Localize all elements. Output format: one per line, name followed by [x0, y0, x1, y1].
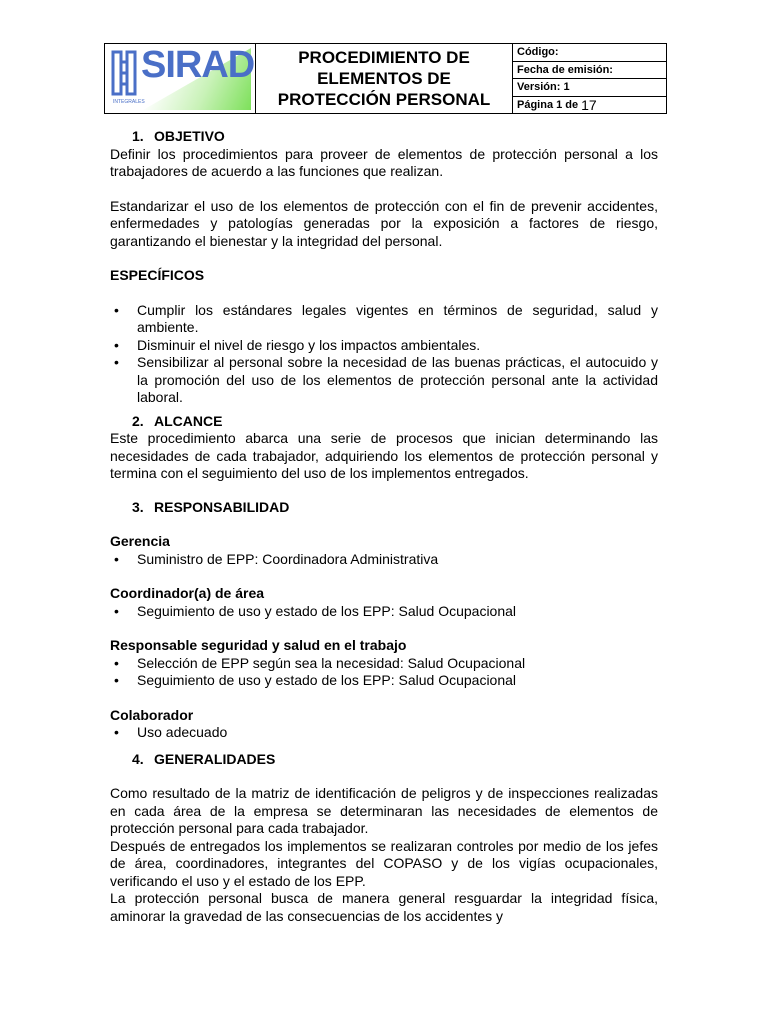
logo-text: SIRAD	[141, 44, 255, 86]
list-item: • Seguimiento de uso y estado de los EPP: Salud Ocupacional	[110, 672, 658, 690]
company-logo	[105, 44, 256, 113]
colaborador-list	[110, 724, 658, 742]
list-item: • Selección de EPP según sea la necesidad: Salud Ocupacional	[110, 655, 658, 673]
paragraph: Después de entregados los implementos se realizaran controles por medio de los jefes de área, coordinadores, integrantes del COPASO y de los vigías ocupacionales, verificando el uso y el estado de los EPP.	[110, 837, 658, 889]
section-heading-objetivo: 1. OBJETIVO	[132, 128, 225, 144]
list-item: • Suministro de EPP: Coordinadora Administrativa	[110, 551, 658, 569]
fecha-emision-field: Fecha de emisión:	[513, 62, 666, 80]
role-coordinador: Coordinador(a) de área	[110, 585, 265, 601]
role-gerencia: Gerencia	[110, 533, 170, 549]
role-responsable: Responsable seguridad y salud en el trabajo	[110, 637, 407, 653]
list-item: • Cumplir los estándares legales vigentes en términos de seguridad, salud y ambiente.	[110, 302, 658, 337]
pagina-field	[513, 97, 666, 114]
list-item: • Seguimiento de uso y estado de los EPP: Salud Ocupacional	[110, 603, 658, 621]
document-meta	[513, 44, 666, 113]
section-heading-alcance: 2. ALCANCE	[132, 412, 223, 429]
paragraph: La protección personal busca de manera general resguardar la integridad física, aminorar la gravedad de las consecuencias de los accidentes y	[110, 890, 658, 924]
section-heading-generalidades: 4. GENERALIDADES	[132, 750, 276, 767]
gerencia-list	[110, 551, 658, 569]
version-field: Versión: 1	[513, 79, 666, 97]
role-colaborador: Colaborador	[110, 706, 194, 723]
document-header	[104, 43, 667, 114]
pagina-total: 17	[581, 96, 597, 113]
document-title: PROCEDIMIENTO DE ELEMENTOS DE PROTECCIÓN PERSONAL	[256, 44, 513, 113]
logo-mark-icon	[111, 50, 137, 96]
paragraph: Como resultado de la matriz de identificación de peligros y de inspecciones realizadas en cada área de la empresa se determinaran las necesidades de elementos de protección personal para cada trabajador.	[110, 785, 658, 836]
responsable-list	[110, 655, 658, 690]
especificos-list	[110, 302, 658, 407]
list-item: • Sensibilizar al personal sobre la necesidad de las buenas prácticas, el autocuido y la promoción del uso de los elementos de protección personal ante la actividad laboral.	[110, 354, 658, 407]
paragraph: Definir los procedimientos para proveer de elementos de protección personal a los trabajadores de acuerdo a las funciones que realizan.	[110, 145, 658, 179]
pagina-label: Página 1 de	[517, 98, 579, 111]
list-item: • Disminuir el nivel de riesgo y los impactos ambientales.	[110, 337, 658, 355]
paragraph: Este procedimiento abarca una serie de procesos que inician determinando las necesidades de cada trabajador, adquiriendo los elementos de protección personal y termina con el seguimiento del uso de los implementos entregados.	[110, 430, 658, 481]
section-heading-responsabilidad: 3. RESPONSABILIDAD	[132, 498, 290, 515]
paragraph: Estandarizar el uso de los elementos de protección con el fin de prevenir accidentes, enfermedades y patologías generadas por la exposición a factores de riesgo, garantizando el bienestar y la integridad del personal.	[110, 197, 658, 249]
document-body	[110, 128, 658, 925]
subheading-especificos: ESPECÍFICOS	[110, 267, 205, 283]
codigo-field: Código:	[513, 44, 666, 62]
logo-subtext: INTEGRALES	[113, 99, 145, 105]
coordinador-list	[110, 603, 658, 621]
list-item: • Uso adecuado	[110, 724, 658, 742]
